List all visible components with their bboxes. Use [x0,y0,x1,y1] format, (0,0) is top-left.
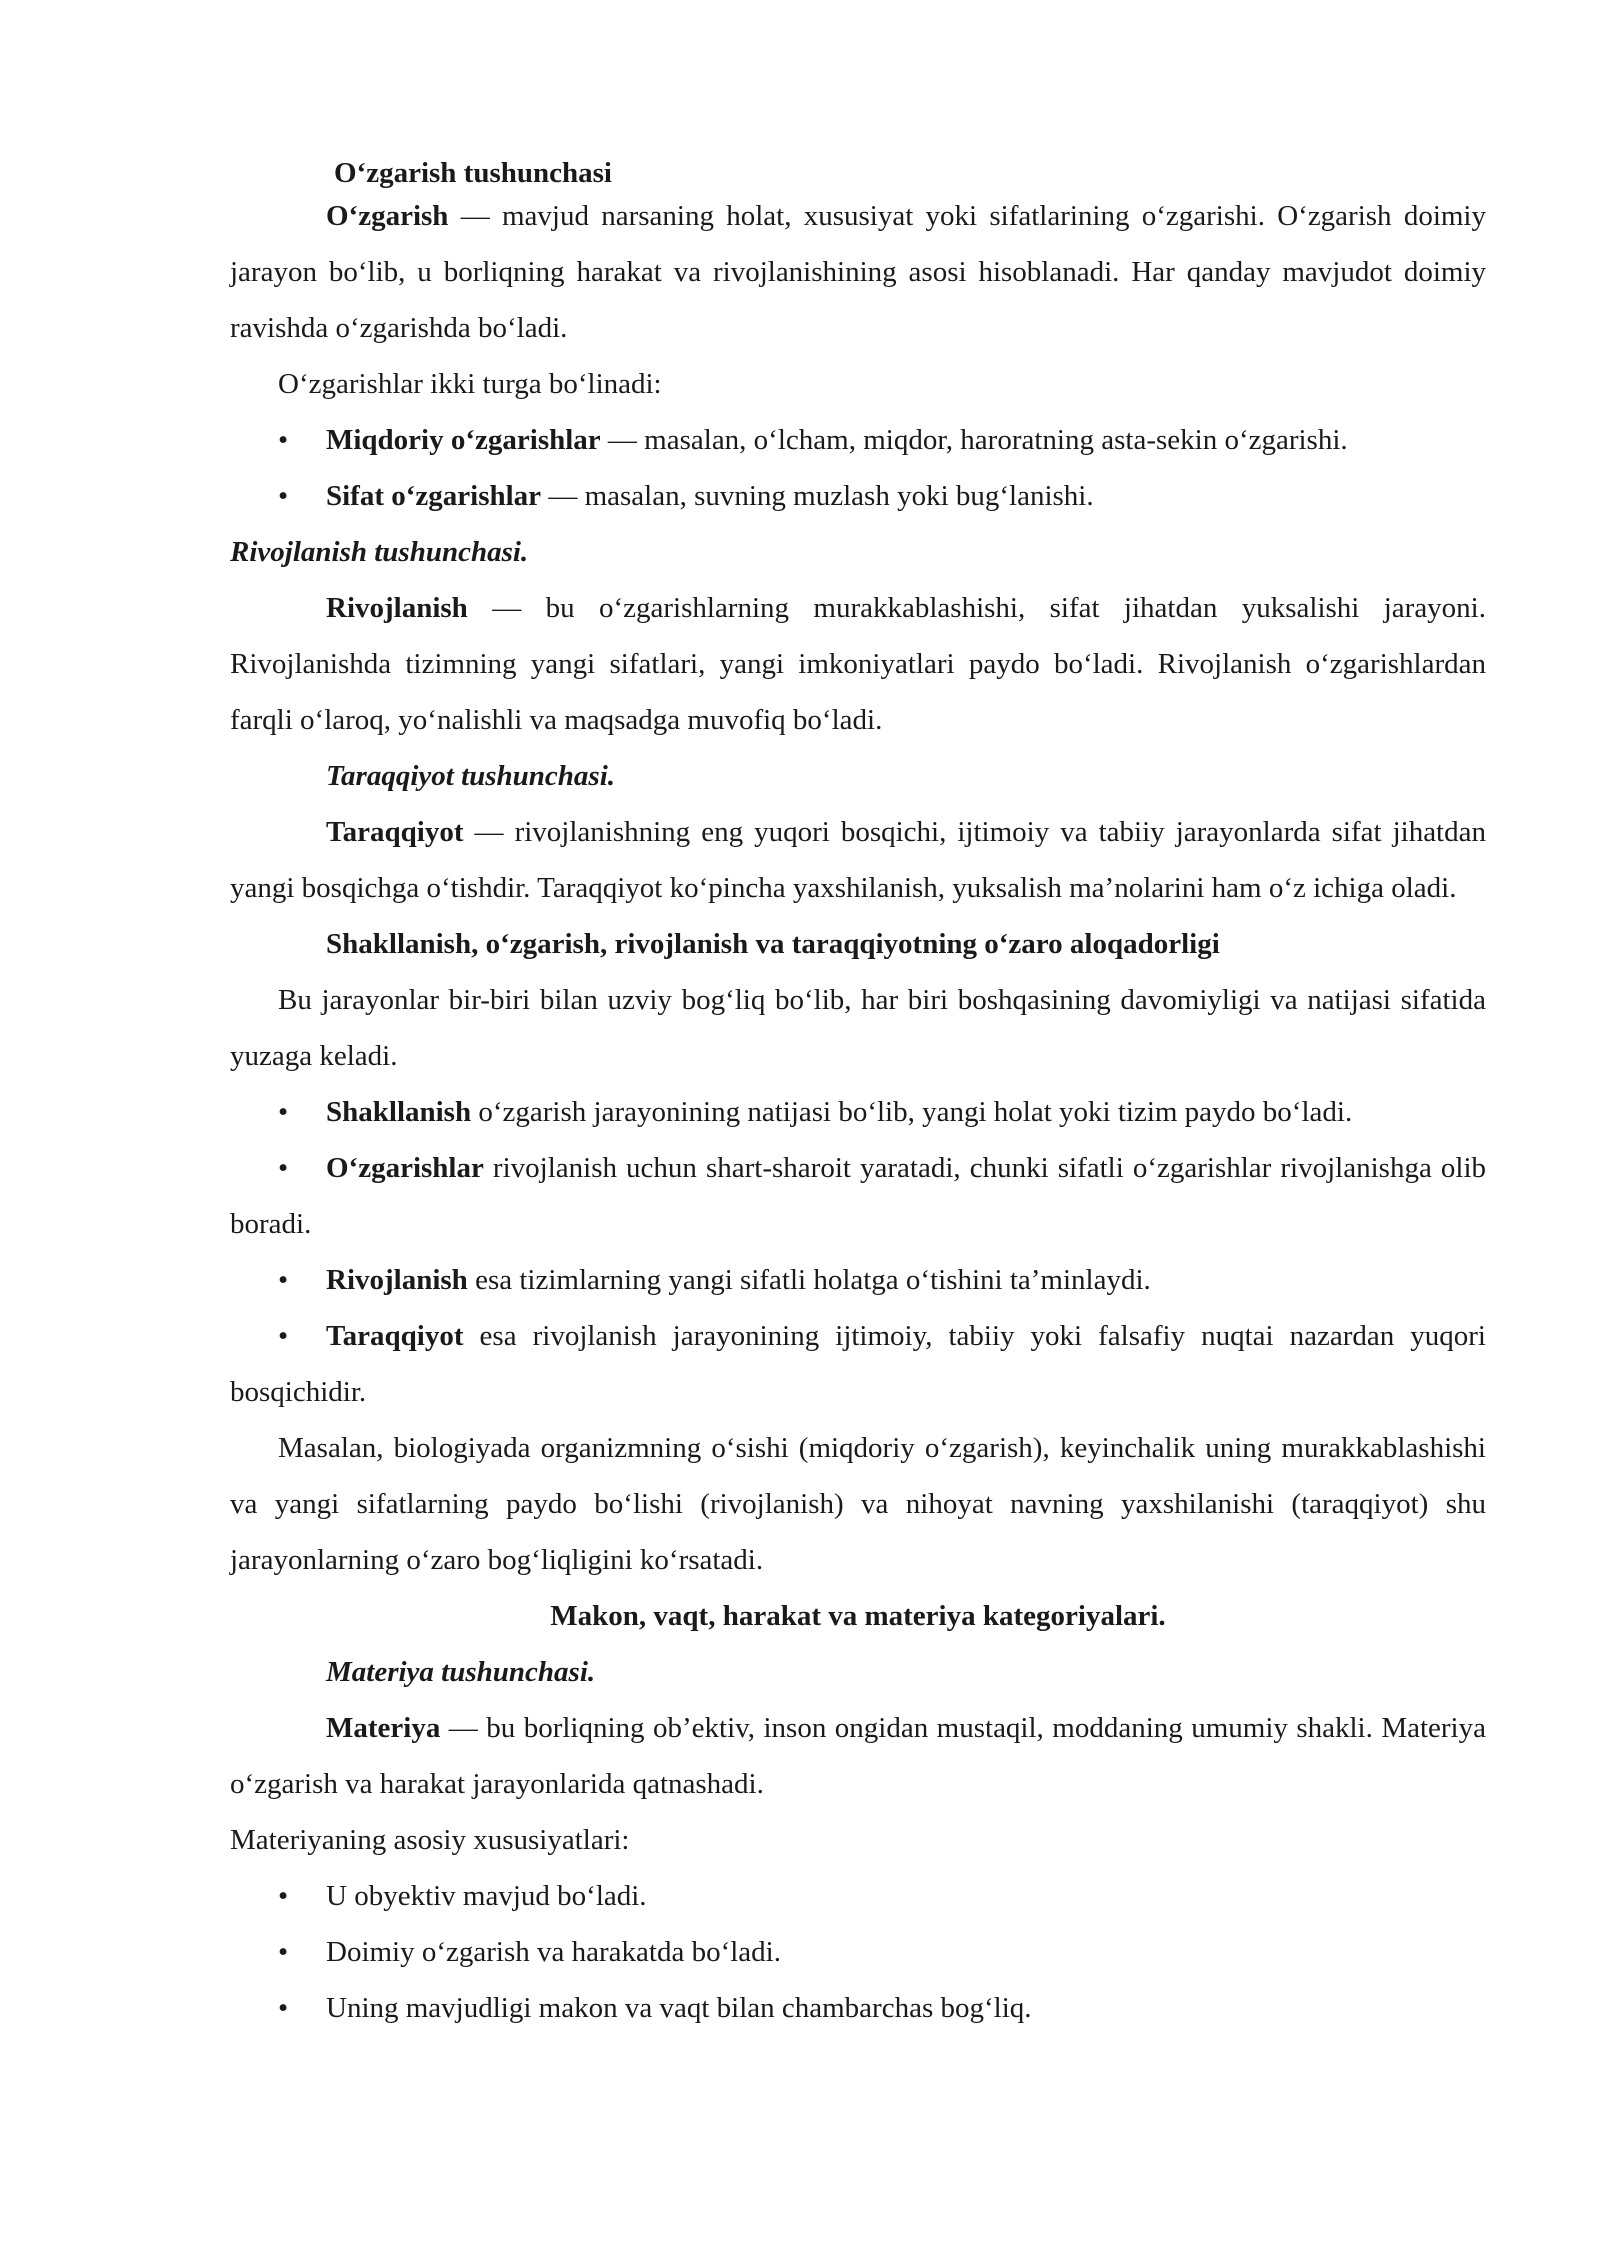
paragraph: Materiya — bu borliqning ob’ektiv, inson ongidan mustaqil, moddaning umumiy shakli. Materiya o‘zgarish va harakat jarayonlarida qatnashadi. [230,1712,1486,1800]
term: Taraqqiyot [326,1320,464,1352]
term: O‘zgarishlar [326,1152,484,1184]
paragraph: O‘zgarish — mavjud narsaning holat, xususiyat yoki sifatlarining o‘zgarishi. O‘zgarish doimiy jarayon bo‘lib, u borliqning harakat va rivojlanishining asosi hisoblanadi. Har qanday mavjudot doimiy ravishda o‘zgarishda bo‘ladi. [230,200,1486,344]
paragraph: Materiyaning asosiy xususiyatlari: [230,1824,630,1856]
list-item: • Shakllanish o‘zgarish jarayonining natijasi bo‘lib, yangi holat yoki tizim paydo bo‘ladi. [230,1084,1486,1140]
section-heading-materiya: Materiya tushunchasi. [326,1656,596,1688]
document-page [230,150,1486,2036]
term: Shakllanish [326,1096,472,1128]
term: O‘zgarish [326,200,449,232]
paragraph: O‘zgarishlar ikki turga bo‘linadi: [278,368,662,400]
term: Materiya [326,1712,441,1744]
list-item: • O‘zgarishlar rivojlanish uchun shart-sharoit yaratadi, chunki sifatli o‘zgarishlar rivojlanishga olib boradi. [230,1140,1486,1252]
list-item: • Sifat o‘zgarishlar — masalan, suvning muzlash yoki bug‘lanishi. [230,468,1486,524]
list-item: • U obyektiv mavjud bo‘ladi. [230,1868,1486,1924]
paragraph: Bu jarayonlar bir-biri bilan uzviy bog‘liq bo‘lib, har biri boshqasining davomiyligi va natijasi sifatida yuzaga keladi. [230,984,1486,1072]
bullet-icon: • [278,1992,289,2024]
paragraph: Rivojlanish — bu o‘zgarishlarning murakkablashishi, sifat jihatdan yuksalishi jarayoni. Rivojlanishda tizimning yangi sifatlari, yangi imkoniyatlari paydo bo‘ladi. Rivojlanish o‘zgarishlardan farqli o‘laroq, yo‘nalishli va maqsadga muvofiq bo‘ladi. [230,592,1486,736]
bullet-icon: • [278,424,289,456]
section-heading-ozgarish: O‘zgarish tushunchasi [334,157,612,189]
bullet-icon: • [278,1096,289,1128]
term: Rivojlanish [326,1264,468,1296]
paragraph: Masalan, biologiyada organizmning o‘sishi (miqdoriy o‘zgarish), keyinchalik uning murakkablashishi va yangi sifatlarning paydo bo‘lishi (rivojlanish) va nihoyat navning yaxshilanishi (taraqqiyot) shu jarayonlarning o‘zaro bog‘liqligini ko‘rsatadi. [230,1432,1486,1576]
list-item: • Doimiy o‘zgarish va harakatda bo‘ladi. [230,1924,1486,1980]
term: Sifat o‘zgarishlar [326,480,542,512]
section-heading-kategoriyalar: Makon, vaqt, harakat va materiya kategoriyalari. [550,1600,1166,1632]
bullet-icon: • [278,1880,289,1912]
list-item: • Taraqqiyot esa rivojlanish jarayonining ijtimoiy, tabiiy yoki falsafiy nuqtai nazardan yuqori bosqichidir. [230,1308,1486,1420]
section-heading-taraqqiyot: Taraqqiyot tushunchasi. [326,760,616,792]
term: Miqdoriy o‘zgarishlar [326,424,601,456]
list-item: • Rivojlanish esa tizimlarning yangi sifatli holatga o‘tishini ta’minlaydi. [230,1252,1486,1308]
list-item: • Uning mavjudligi makon va vaqt bilan chambarchas bog‘liq. [230,1980,1486,2036]
list-item: • Miqdoriy o‘zgarishlar — masalan, o‘lcham, miqdor, haroratning asta-sekin o‘zgarishi. [230,412,1486,468]
term: Rivojlanish [326,592,468,624]
bullet-icon: • [278,480,289,512]
bullet-icon: • [278,1152,289,1184]
section-heading-aloqadorlik: Shakllanish, o‘zgarish, rivojlanish va taraqqiyotning o‘zaro aloqadorligi [326,928,1220,960]
bullet-icon: • [278,1264,289,1296]
section-heading-rivojlanish: Rivojlanish tushunchasi. [230,536,529,568]
bullet-icon: • [278,1320,289,1352]
paragraph: Taraqqiyot — rivojlanishning eng yuqori bosqichi, ijtimoiy va tabiiy jarayonlarda sifat jihatdan yangi bosqichga o‘tishdir. Taraqqiyot ko‘pincha yaxshilanish, yuksalish ma’nolarini ham o‘z ichiga oladi. [230,816,1486,904]
term: Taraqqiyot [326,816,464,848]
bullet-icon: • [278,1936,289,1968]
